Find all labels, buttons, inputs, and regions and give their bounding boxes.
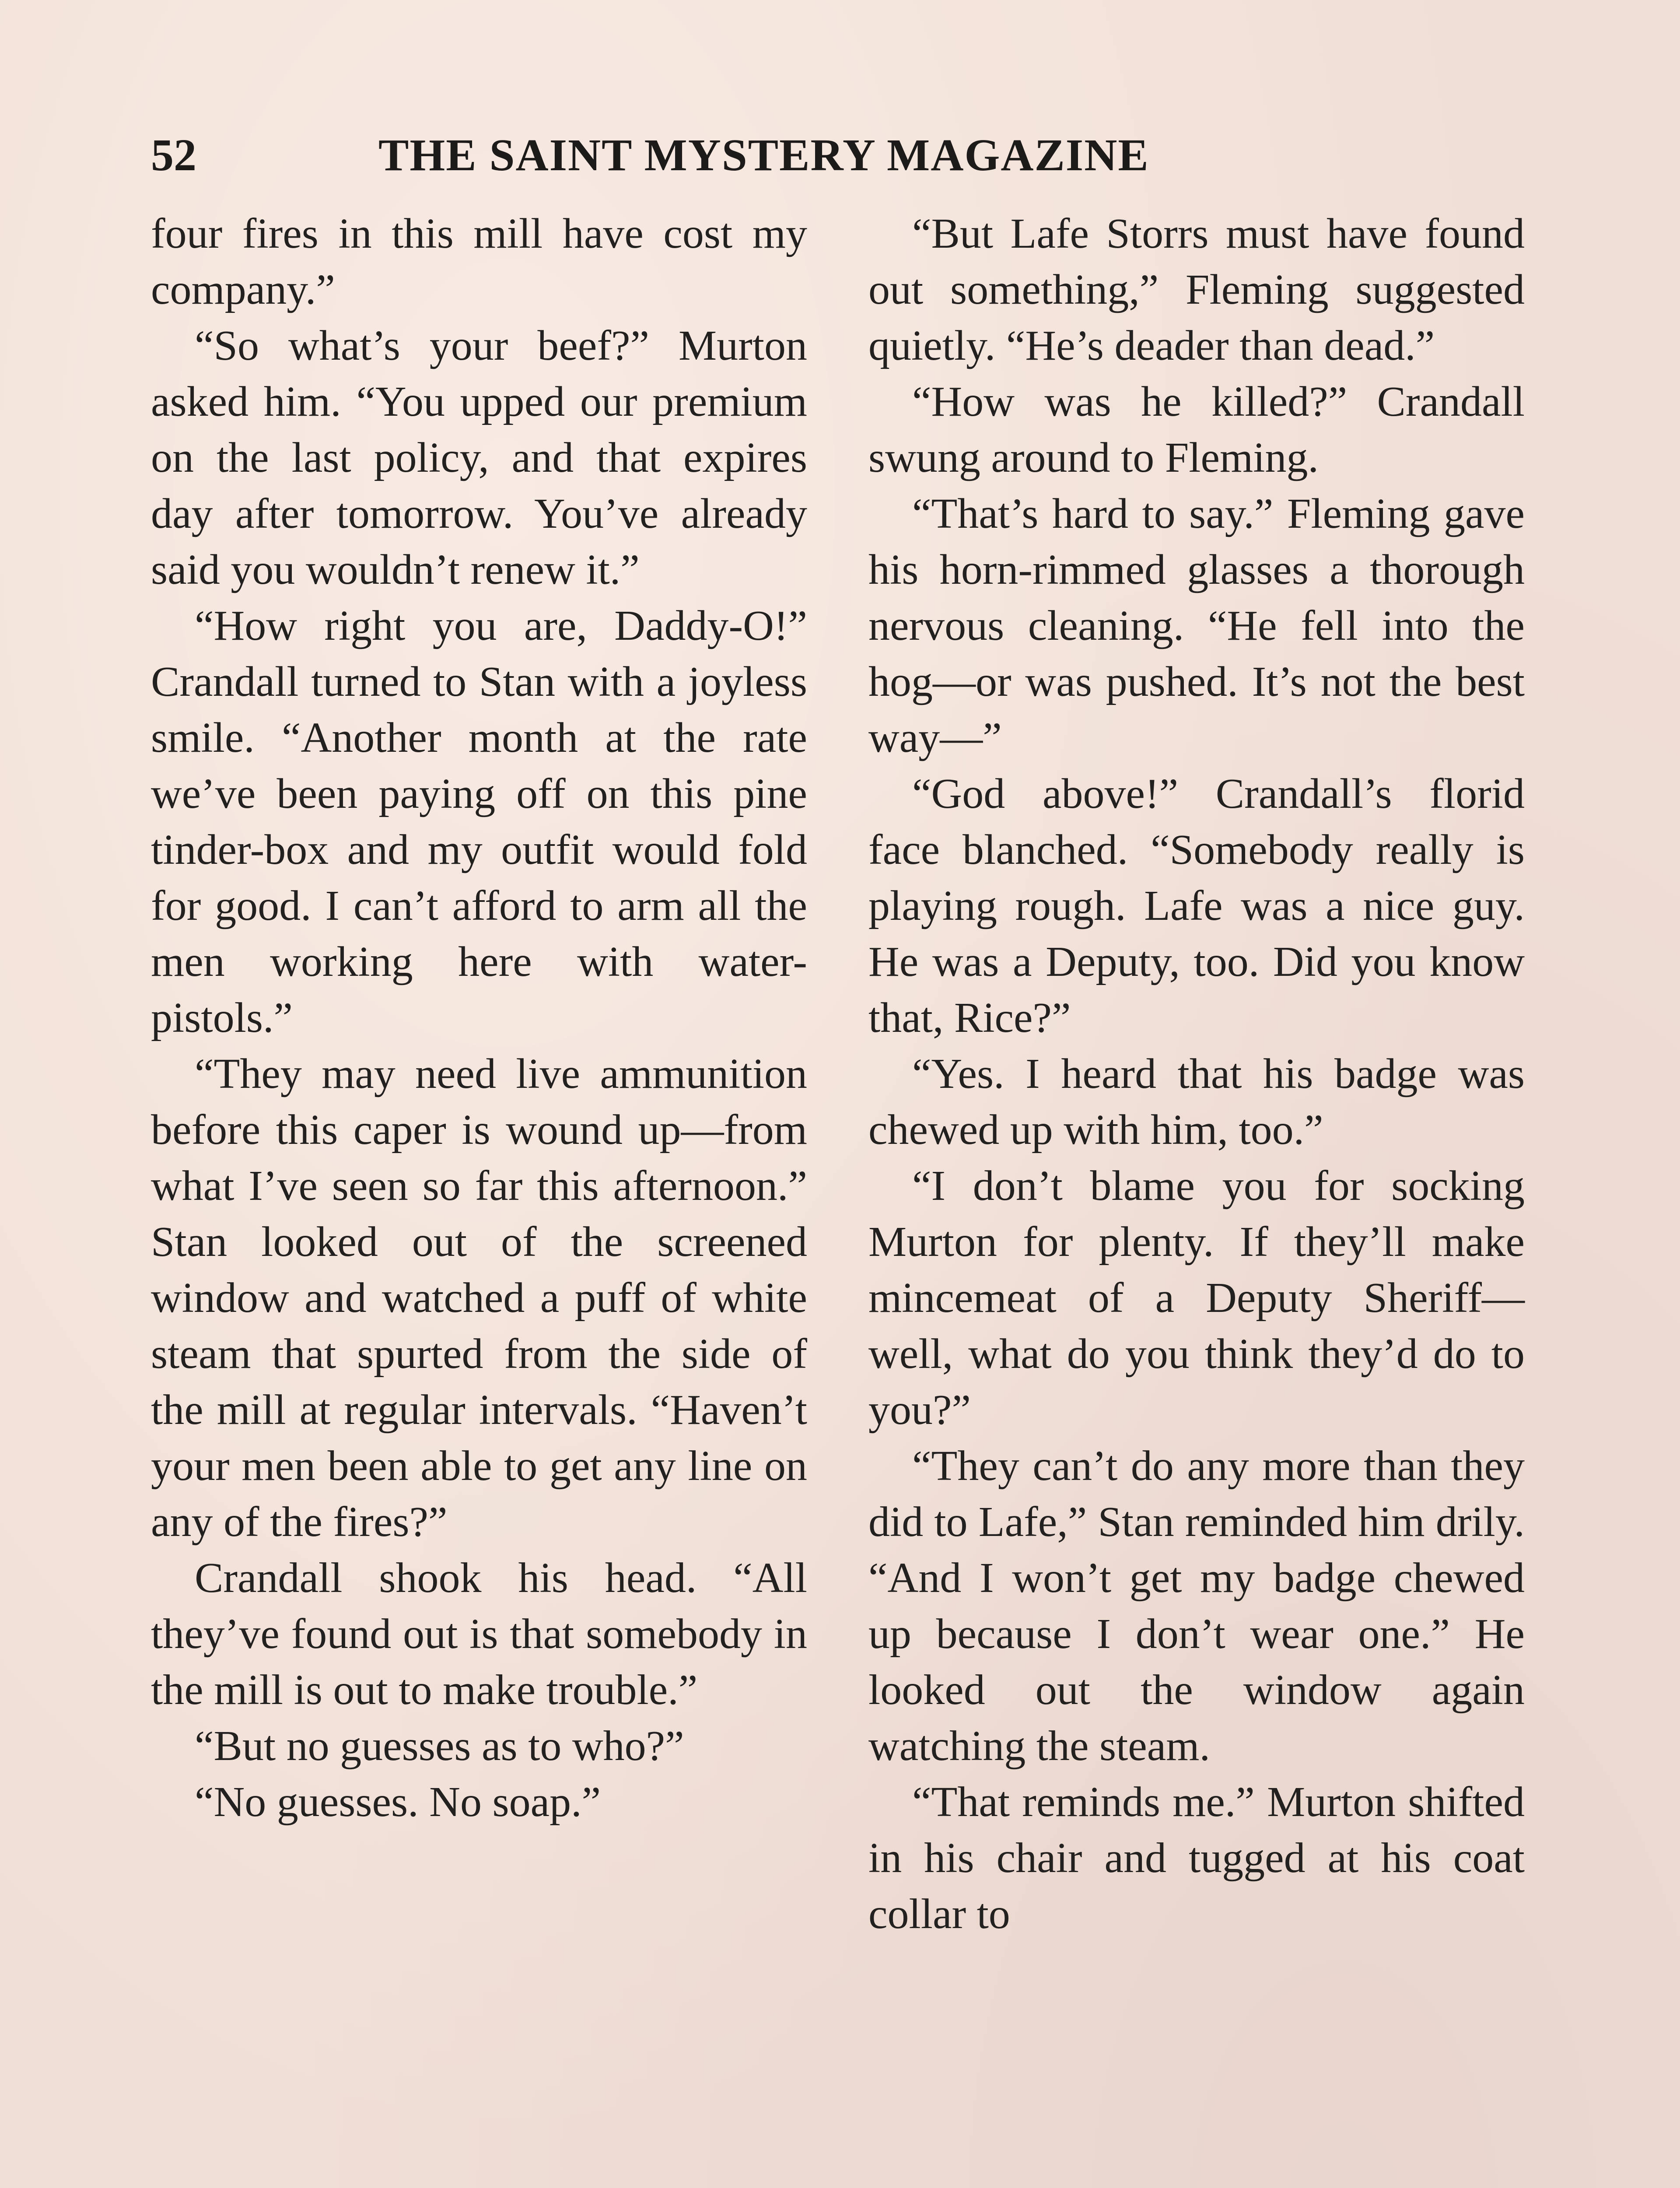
paragraph: “I don’t blame you for socking Murton for plenty. If they’ll make mincemeat of a Deputy Sheriff—well, what do you think they’d do to you?”: [868, 1162, 1525, 1434]
page-number: 52: [151, 130, 196, 180]
paragraph: Crandall shook his head. “All they’ve found out is that somebody in the mill is out to make trouble.”: [151, 1554, 807, 1714]
paragraph: four fires in this mill have cost my company.”: [151, 210, 807, 313]
left-column: [151, 206, 807, 1830]
paragraph: “How right you are, Daddy-O!” Crandall turned to Stan with a joyless smile. “Another month at the rate we’ve been paying off on this pine tinder-box and my outfit would fold for good. I can’t afford to arm all the men working here with water-pistols.”: [151, 602, 807, 1041]
paragraph: “That’s hard to say.” Fleming gave his horn-rimmed glasses a thorough nervous cleaning. “He fell into the hog—or was pushed. It’s not the best way—”: [868, 490, 1525, 761]
magazine-title: THE SAINT MYSTERY MAGAZINE: [378, 130, 1149, 180]
page-header: [151, 116, 1262, 195]
paragraph: “How was he killed?” Crandall swung around to Fleming.: [868, 378, 1525, 481]
paragraph: “So what’s your beef?” Murton asked him. “You upped our premium on the last policy, and that expires day after tomorrow. You’ve already said you wouldn’t renew it.”: [151, 322, 807, 593]
paragraph: “But Lafe Storrs must have found out something,” Fleming suggested quietly. “He’s deader than dead.”: [868, 210, 1525, 369]
right-column: [868, 206, 1525, 1942]
paragraph: “They may need live ammunition before this caper is wound up—from what I’ve seen so far this afternoon.” Stan looked out of the screened window and watched a puff of white steam that spurted from the side of the mill at regular intervals. “Haven’t your men been able to get any line on any of the fires?”: [151, 1050, 807, 1546]
paragraph: “But no guesses as to who?”: [195, 1722, 684, 1770]
paragraph: “That reminds me.” Murton shifted in his chair and tugged at his coat collar to: [868, 1778, 1525, 1938]
paragraph: “Yes. I heard that his badge was chewed up with him, too.”: [868, 1050, 1525, 1154]
paragraph: “They can’t do any more than they did to Lafe,” Stan reminded him drily. “And I won’t get my badge chewed up because I don’t wear one.” He looked out the window again watching the steam.: [868, 1442, 1525, 1770]
paragraph: “No guesses. No soap.”: [195, 1778, 601, 1826]
paragraph: “God above!” Crandall’s florid face blanched. “Somebody really is playing rough. Lafe was a nice guy. He was a Deputy, too. Did you know that, Rice?”: [868, 770, 1525, 1041]
